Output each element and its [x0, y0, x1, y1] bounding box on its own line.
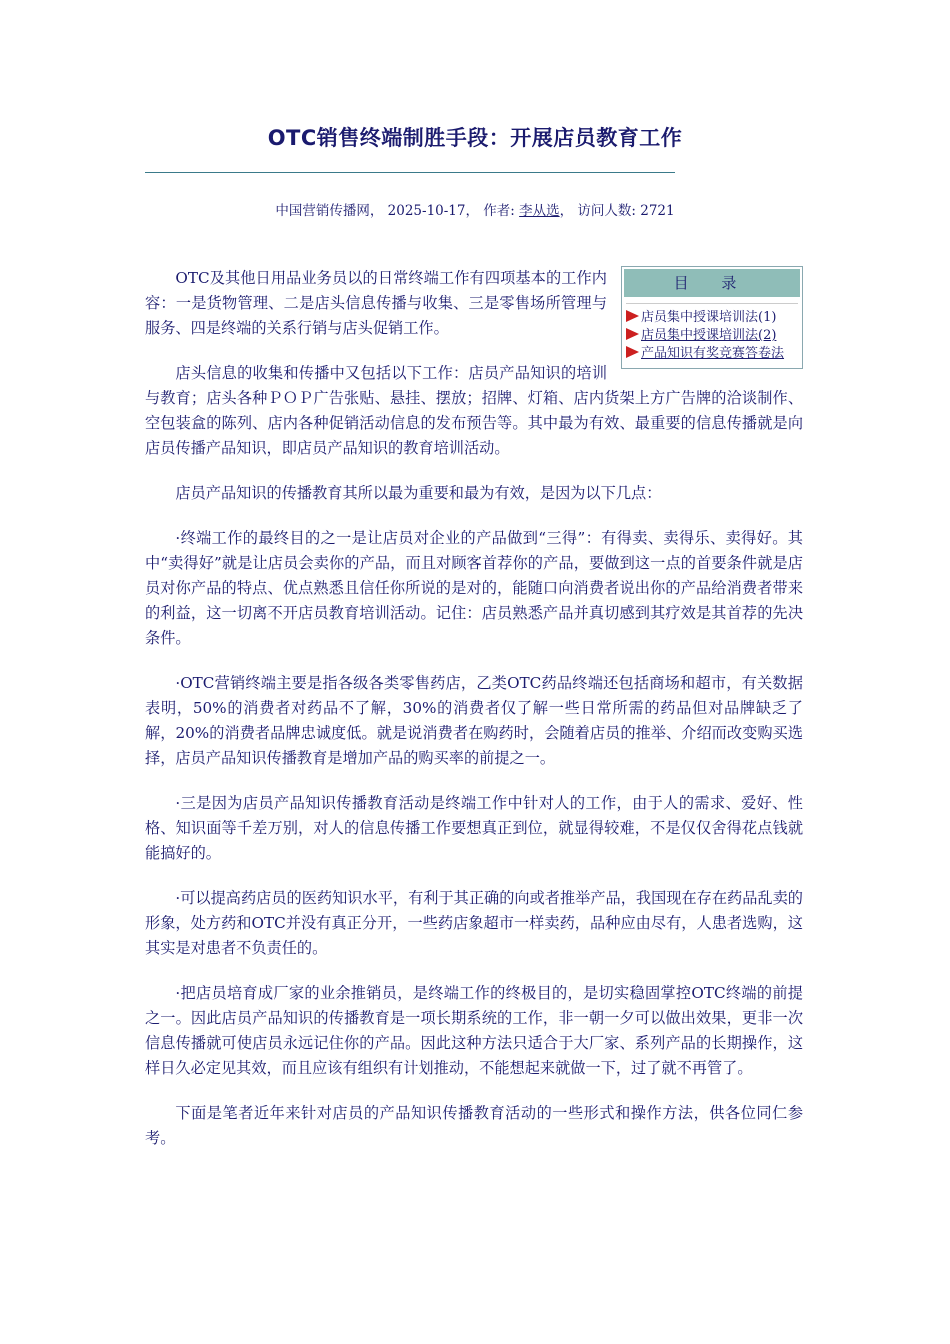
article-title: OTC销售终端制胜手段：开展店员教育工作	[267, 126, 683, 150]
red-arrow-icon	[626, 310, 639, 322]
author-link[interactable]: 李从选	[519, 203, 560, 219]
toc-header: 目 录	[622, 267, 802, 299]
toc-link-3[interactable]: 产品知识有奖竞赛答卷法	[641, 346, 785, 361]
paragraph: OTC及其他日用品业务员以的日常终端工作有四项基本的工作内容：一是货物管理、二是店头信息传播与收集、三是零售场所管理与服务、四是终端的关系行销与店头促销工作。	[145, 269, 607, 337]
meta-visits: ， 访问人数: 2721	[559, 203, 675, 219]
toc-item[interactable]	[626, 310, 798, 326]
paragraph: ·终端工作的最终目的之一是让店员对企业的产品做到“三得”：有得卖、卖得乐、卖得好。其中“卖得好”就是让店员会卖你的产品，而且对顾客首荐你的产品，要做到这一点的首要条件就是店员对你产品的特点、优点熟悉且信任你所说的是对的，能随口向消费者说出你的产品给消费者带来的利益，这一切离不开店员教育培训活动。记住：店员熟悉产品并真切感到其疗效是其首荐的先决条件。	[145, 529, 803, 647]
paragraph: ·OTC营销终端主要是指各级各类零售药店，乙类OTC药品终端还包括商场和超市，有关数据表明，50%的消费者对药品不了解，30%的消费者仅了解一些日常所需的药品但对品牌缺乏了解，20%的消费者品牌忠诚度低。就是说消费者在购药时，会随着店员的推举、介绍而改变购买选择，店员产品知识传播教育是增加产品的购买率的前提之一。	[145, 674, 803, 767]
red-arrow-icon	[626, 328, 639, 340]
toc-item[interactable]	[626, 328, 798, 344]
paragraph: ·把店员培育成厂家的业余推销员，是终端工作的终极目的，是切实稳固掌控OTC终端的前提之一。因此店员产品知识的传播教育是一项长期系统的工作，非一朝一夕可以做出效果，更非一次信息传播就可使店员永远记住你的产品。因此这种方法只适合于大厂家、系列产品的长期操作，这样日久必定见其效，而且应该有组织有计划推动，不能想起来就做一下，过了就不再管了。	[145, 984, 803, 1077]
red-arrow-icon	[626, 346, 639, 358]
toc-divider	[626, 303, 798, 304]
toc-item[interactable]	[626, 346, 798, 362]
title-divider	[145, 172, 675, 173]
article-body	[145, 266, 803, 1171]
paragraph: ·可以提高药店员的医药知识水平，有利于其正确的向或者推举产品，我国现在存在药品乱卖的形象，处方药和OTC并没有真正分开，一些药店象超市一样卖药，品种应由尽有，人患者选购，这其实是对患者不负责任的。	[145, 889, 803, 957]
paragraph: ·三是因为店员产品知识传播教育活动是终端工作中针对人的工作，由于人的需求、爱好、性格、知识面等千差万别，对人的信息传播工作要想真正到位，就显得较难，不是仅仅舍得花点钱就能搞好的。	[145, 794, 803, 862]
paragraph: 店员产品知识的传播教育其所以最为重要和最为有效，是因为以下几点：	[175, 484, 662, 502]
table-of-contents	[621, 266, 803, 369]
article-meta	[0, 199, 950, 219]
meta-source-date: 中国营销传播网， 2025-10-17， 作者:	[275, 203, 520, 219]
paragraph: 下面是笔者近年来针对店员的产品知识传播教育活动的一些形式和操作方法，供各位同仁参考。	[145, 1104, 803, 1147]
paragraph: 店头信息的收集和传播中又包括以下工作：店员产品知识的培训与教育；店头各种ＰＯＰ广告张贴、悬挂、摆放；招牌、灯箱、店内货架上方广告牌的洽谈制作、空包装盒的陈列、店内各种促销活动信息的发布预告等。其中最为有效、最重要的信息传播就是向店员传播产品知识，即店员产品知识的教育培训活动。	[145, 364, 803, 457]
toc-link-1[interactable]: 店员集中授课培训法(1)	[641, 310, 777, 325]
toc-link-2[interactable]: 店员集中授课培训法(2)	[641, 328, 777, 343]
